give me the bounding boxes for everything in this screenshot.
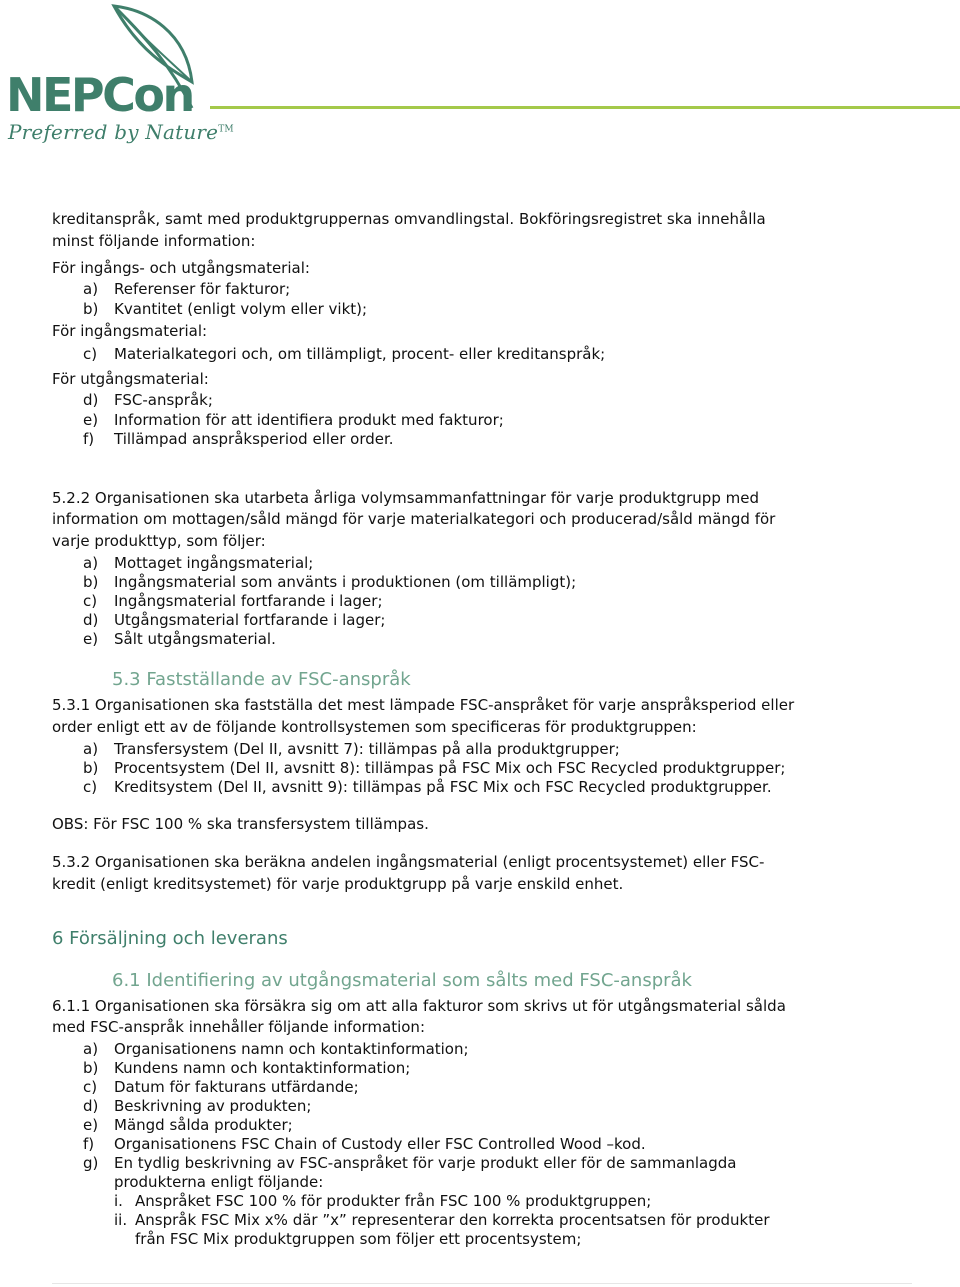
paragraph-line: information om mottagen/såld mängd för varje materialkategori och producerad/såld mängd för — [52, 510, 776, 528]
list-item: b) Kundens namn och kontaktinformation; — [83, 1059, 411, 1077]
paragraph-line: kredit (enligt kreditsystemet) för varje produktgrupp på varje enskild enhet. — [52, 875, 624, 893]
list-item: g) En tydlig beskrivning av FSC-anspråket för varje produkt eller för de sammanlagda — [83, 1154, 737, 1172]
group-label: För utgångsmaterial: — [52, 370, 209, 388]
list-item: c) Ingångsmaterial fortfarande i lager; — [83, 592, 383, 610]
list-item: e) Sålt utgångsmaterial. — [83, 630, 276, 648]
list-item: f) Tillämpad anspråksperiod eller order. — [83, 430, 394, 448]
list-item: a) Organisationens namn och kontaktinformation; — [83, 1040, 469, 1058]
logo-tagline: Preferred by Nature™ — [8, 120, 234, 144]
sub-list-item-continuation: från FSC Mix produktgruppen som följer ett procentsystem; — [135, 1230, 582, 1248]
paragraph-line: varje produkttyp, som följer: — [52, 532, 266, 550]
paragraph-line: med FSC-anspråk innehåller följande information: — [52, 1018, 425, 1036]
paragraph-line: 5.3.2 Organisationen ska beräkna andelen ingångsmaterial (enligt procentsystemet) eller FSC- — [52, 853, 765, 871]
paragraph-line: 5.3.1 Organisationen ska fastställa det mest lämpade FSC-anspråket för varje anspråksperiod eller — [52, 696, 795, 714]
list-item: a) Referenser för fakturor; — [83, 280, 291, 298]
list-item: c) Datum för fakturans utfärdande; — [83, 1078, 359, 1096]
list-item: d) Utgångsmaterial fortfarande i lager; — [83, 611, 386, 629]
paragraph-line: order enligt ett av de följande kontrollsystemen som specificeras för produktgruppen: — [52, 718, 697, 736]
list-item: b) Ingångsmaterial som använts i produktionen (om tillämpligt); — [83, 573, 577, 591]
sub-list-item: ii. Anspråk FSC Mix x% där ”x” representerar den korrekta procentsatsen för produkter — [114, 1211, 770, 1229]
list-item: c) Kreditsystem (Del II, avsnitt 9): tillämpas på FSC Mix och FSC Recycled produktgrupper. — [83, 778, 772, 796]
list-item: d) Beskrivning av produkten; — [83, 1097, 312, 1115]
footer-rule — [52, 1283, 912, 1284]
nepcon-logo — [4, 2, 234, 152]
list-item: a) Transfersystem (Del II, avsnitt 7): tillämpas på alla produktgrupper; — [83, 740, 620, 758]
note-text: OBS: För FSC 100 % ska transfersystem tillämpas. — [52, 815, 429, 833]
list-item: b) Kvantitet (enligt volym eller vikt); — [83, 300, 368, 318]
list-item: e) Information för att identifiera produkt med fakturor; — [83, 411, 504, 429]
logo-wordmark: NEPCon — [6, 68, 193, 122]
paragraph-line: minst följande information: — [52, 232, 256, 250]
paragraph-line: 6.1.1 Organisationen ska försäkra sig om att alla fakturor som skrivs ut för utgångsmaterial sålda — [52, 997, 786, 1015]
sub-list-item: i. Anspråket FSC 100 % för produkter från FSC 100 % produktgruppen; — [114, 1192, 652, 1210]
section-heading: 6.1 Identifiering av utgångsmaterial som sålts med FSC-anspråk — [112, 970, 692, 991]
list-item: f) Organisationens FSC Chain of Custody eller FSC Controlled Wood –kod. — [83, 1135, 646, 1153]
list-item: c) Materialkategori och, om tillämpligt, procent- eller kreditanspråk; — [83, 345, 606, 363]
header-rule — [210, 106, 960, 109]
section-heading: 5.3 Fastställande av FSC-anspråk — [112, 669, 411, 690]
paragraph-line: kreditanspråk, samt med produktgruppernas omvandlingstal. Bokföringsregistret ska innehålla — [52, 210, 766, 228]
paragraph-line: 5.2.2 Organisationen ska utarbeta årliga volymsammanfattningar för varje produktgrupp med — [52, 489, 759, 507]
list-item: e) Mängd sålda produkter; — [83, 1116, 293, 1134]
group-label: För ingångsmaterial: — [52, 322, 208, 340]
list-item-continuation: produkterna enligt följande: — [114, 1173, 324, 1191]
list-item: a) Mottaget ingångsmaterial; — [83, 554, 314, 572]
group-label: För ingångs- och utgångsmaterial: — [52, 259, 310, 277]
list-item: b) Procentsystem (Del II, avsnitt 8): tillämpas på FSC Mix och FSC Recycled produktgrupper; — [83, 759, 786, 777]
chapter-heading: 6 Försäljning och leverans — [52, 928, 288, 949]
list-item: d) FSC-anspråk; — [83, 391, 213, 409]
